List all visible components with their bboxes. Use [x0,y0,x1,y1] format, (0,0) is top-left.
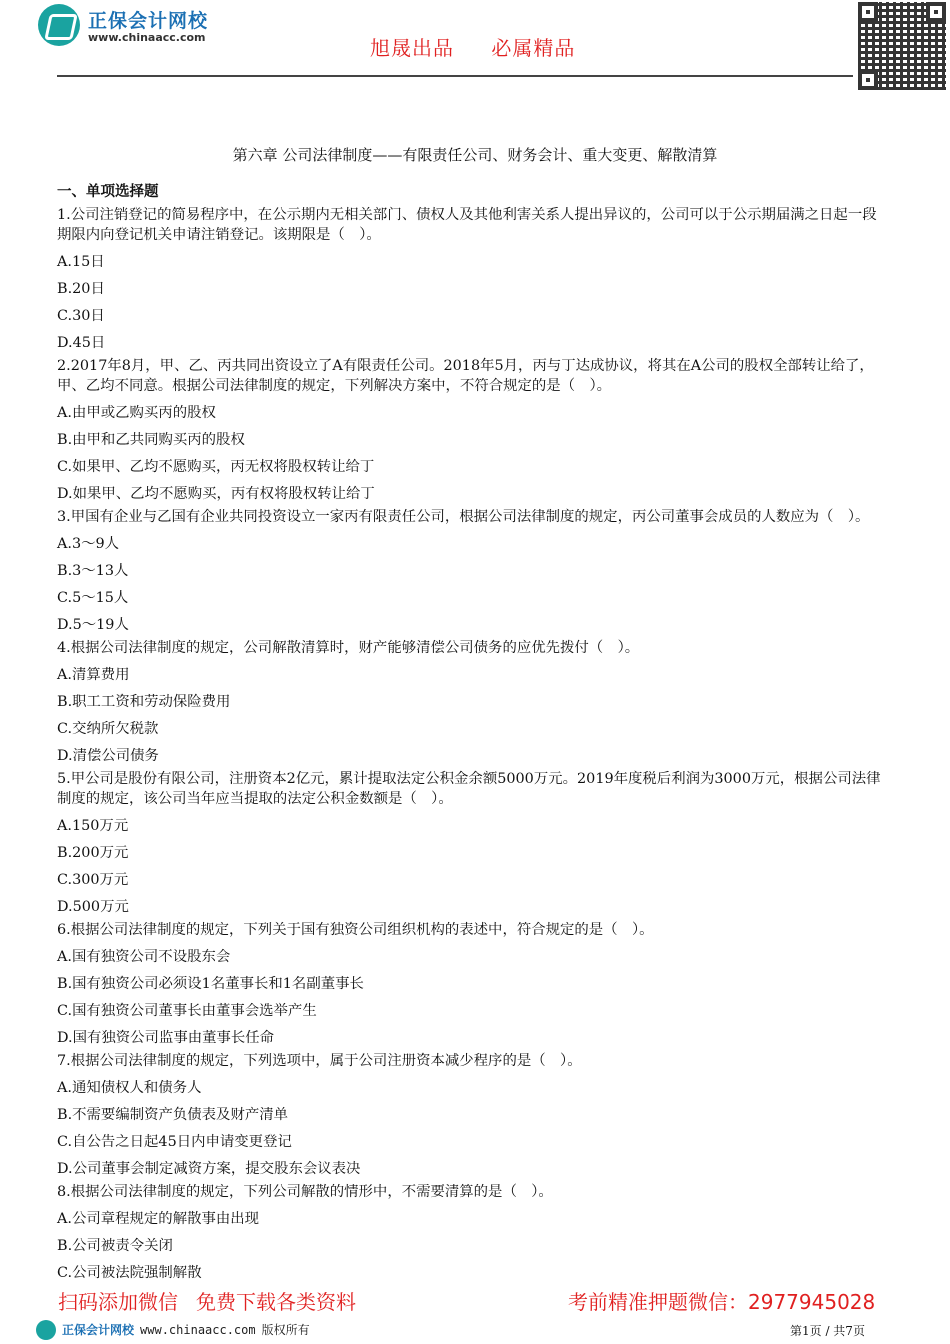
answer-option: D.国有独资公司监事由董事长任命 [57,1030,275,1046]
answer-option: A.15日 [57,254,105,270]
footer-rights: 版权所有 [261,1323,310,1337]
answer-option: B.不需要编制资产负债表及财产清单 [57,1107,289,1123]
answer-option: D.45日 [57,335,106,351]
answer-option: D.公司董事会制定减资方案，提交股东会议表决 [57,1161,361,1177]
answer-option: D.如果甲、乙均不愿购买，丙有权将股权转让给丁 [57,486,375,502]
answer-option: A.由甲或乙购买丙的股权 [57,405,216,421]
question-item [57,507,881,635]
logo-icon [38,4,80,46]
page-header [0,0,950,90]
answer-option: C.5～15人 [57,590,129,606]
question-text: 5.甲公司是股份有限公司，注册资本2亿元，累计提取法定公积金余额5000万元。2019年度税后利润为3000万元，根据公司法律制度的规定，该公司当年应当提取的法定公积金数额是（ ）。 [57,771,881,807]
qr-code-icon [858,2,946,90]
answer-option: D.5～19人 [57,617,129,633]
footer-logo-icon [36,1320,56,1340]
answer-option: A.150万元 [57,818,129,834]
footer-promo-b: 免费下载各类资料 [196,1290,356,1314]
question-item [57,1182,881,1283]
header-slogan [370,32,575,61]
brand-logo [38,4,238,48]
section-title: 一、单项选择题 [57,184,159,200]
footer-brand: 正保会计网校 [62,1323,135,1337]
question-item [57,769,881,917]
answer-option: B.职工工资和劳动保险费用 [57,694,231,710]
answer-option: C.自公告之日起45日内申请变更登记 [57,1134,292,1150]
question-item [57,205,881,353]
question-item [57,638,881,766]
answer-option: B.200万元 [57,845,129,861]
question-text: 7.根据公司法律制度的规定，下列选项中，属于公司注册资本减少程序的是（ ）。 [57,1053,582,1069]
question-item [57,356,881,504]
slogan-part-2: 必属精品 [491,36,576,60]
question-text: 3.甲国有企业与乙国有企业共同投资设立一家丙有限责任公司，根据公司法律制度的规定，丙公司董事会成员的人数应为（ ）。 [57,509,870,525]
answer-option: A.通知债权人和债务人 [57,1080,202,1096]
header-divider [57,75,853,77]
answer-option: A.国有独资公司不设股东会 [57,949,231,965]
answer-option: A.公司章程规定的解散事由出现 [57,1211,260,1227]
answer-option: D.清偿公司债务 [57,748,159,764]
page-footer [0,1282,950,1344]
question-text: 6.根据公司法律制度的规定，下列关于国有独资公司组织机构的表述中，符合规定的是（ ）。 [57,922,654,938]
answer-option: B.公司被责令关闭 [57,1238,173,1254]
answer-option: C.30日 [57,308,105,324]
logo-name: 正保会计网校 [88,10,209,32]
footer-promo-a: 扫码添加微信 [58,1290,178,1314]
answer-option: C.交纳所欠税款 [57,721,159,737]
questions [57,205,881,1283]
chapter-title: 第六章 公司法律制度——有限责任公司、财务会计、重大变更、解散清算 [232,146,718,164]
answer-option: C.300万元 [57,872,129,888]
answer-option: A.清算费用 [57,667,130,683]
question-text: 4.根据公司法律制度的规定，公司解散清算时，财产能够清偿公司债务的应优先拨付（ ）。 [57,640,640,656]
slogan-part-1: 旭晟出品 [370,36,454,60]
answer-option: C.国有独资公司董事长由董事会选举产生 [57,1003,317,1019]
footer-promo-right: 考前精准押题微信：2977945028 [568,1290,876,1314]
logo-url: www.chinaacc.com [88,31,206,44]
answer-option: B.20日 [57,281,105,297]
footer-promo-left [58,1286,356,1315]
answer-option: B.由甲和乙共同购买丙的股权 [57,432,245,448]
answer-option: B.国有独资公司必须设1名董事长和1名副董事长 [57,976,364,992]
question-list [57,182,881,1283]
answer-option: C.公司被法院强制解散 [57,1265,202,1281]
answer-option: D.500万元 [57,899,129,915]
answer-option: A.3～9人 [57,536,120,552]
footer-copyright [62,1321,310,1338]
question-text: 8.根据公司法律制度的规定，下列公司解散的情形中，不需要清算的是（ ）。 [57,1184,553,1200]
answer-option: C.如果甲、乙均不愿购买，丙无权将股权转让给丁 [57,459,375,475]
question-text: 2.2017年8月，甲、乙、丙共同出资设立了A有限责任公司。2018年5月，丙与丁达成协议，将其在A公司的股权全部转让给了，甲、乙均不同意。根据公司法律制度的规定，下列解决方案中，不符合规定的是（ ）。 [57,358,874,394]
page-number: 第1页 / 共7页 [790,1324,865,1338]
question-text: 1.公司注销登记的简易程序中，在公示期内无相关部门、债权人及其他利害关系人提出异议的，公司可以于公示期届满之日起一段期限内向登记机关申请注销登记。该期限是（ ）。 [57,207,877,243]
question-item [57,920,881,1048]
answer-option: B.3～13人 [57,563,129,579]
question-item [57,1051,881,1179]
footer-url: www.chinaacc.com [140,1323,256,1337]
